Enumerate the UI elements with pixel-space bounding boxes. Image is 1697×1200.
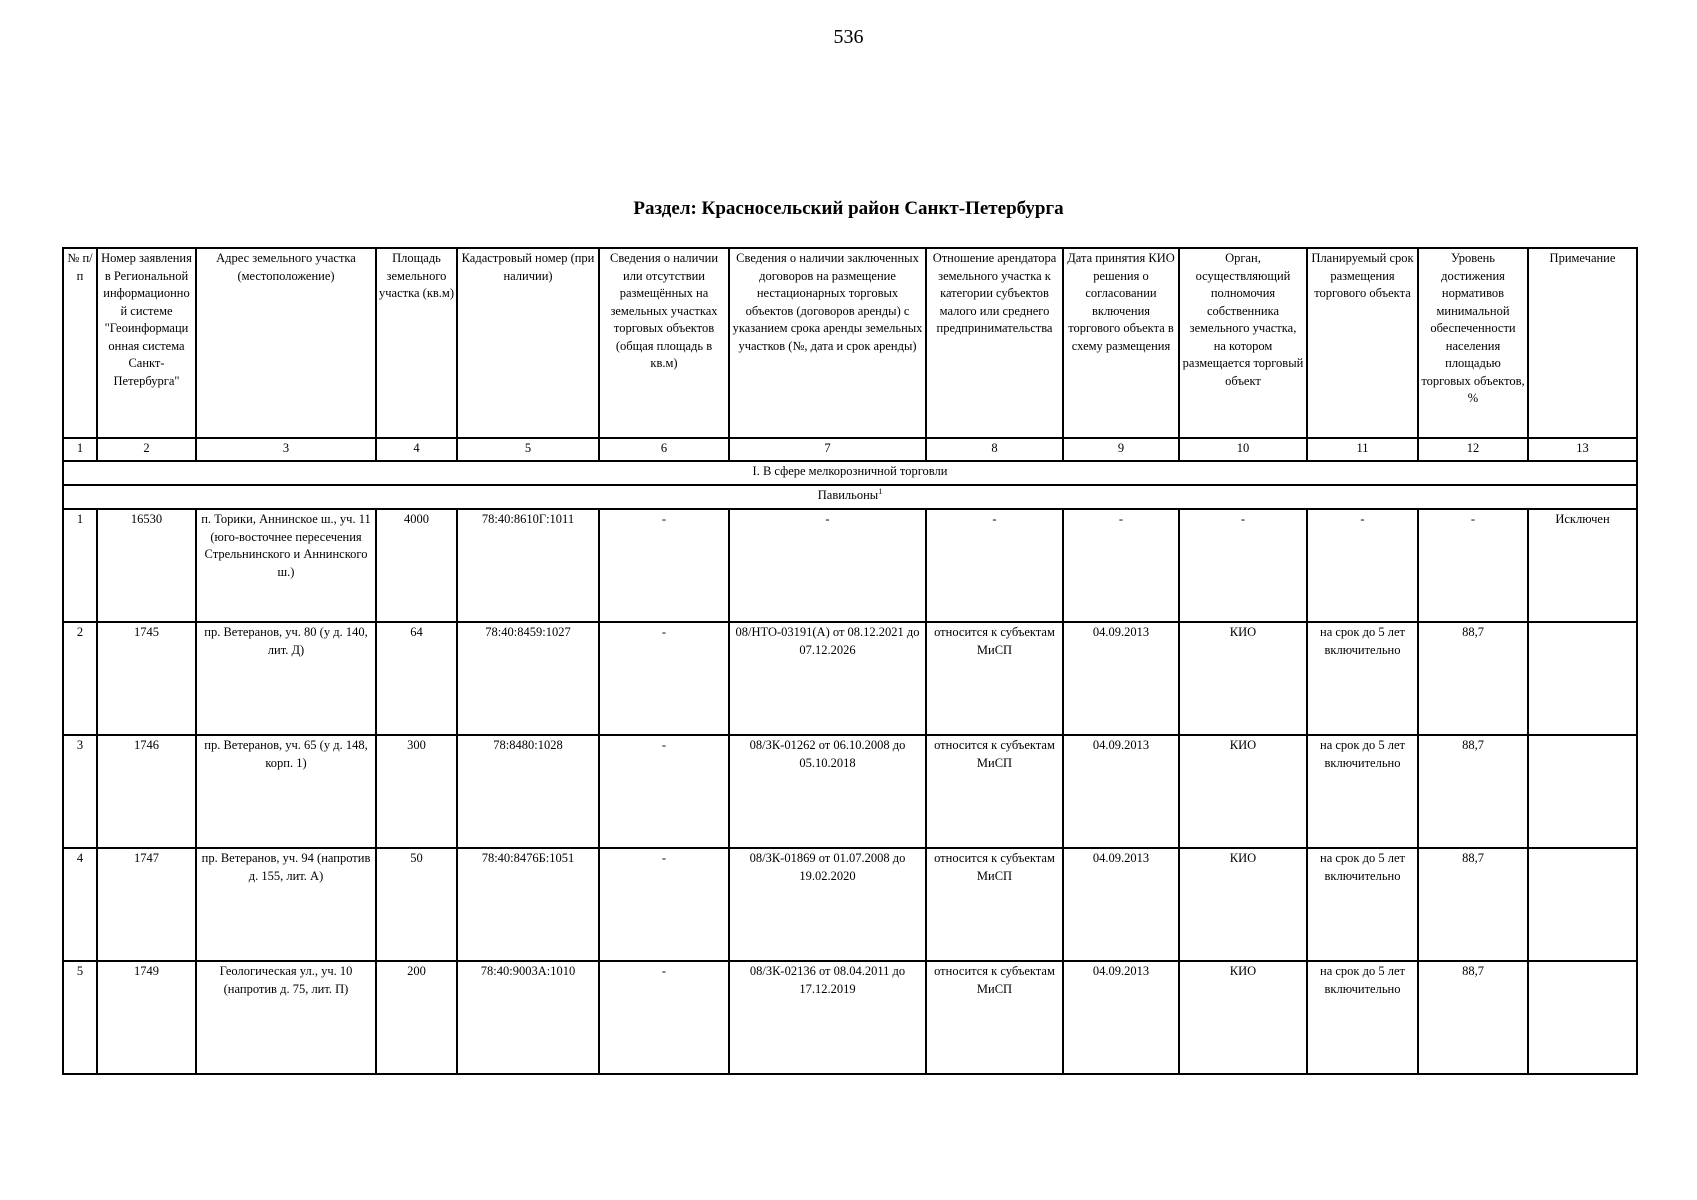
category-label: I. В сфере мелкорозничной торговли [63,461,1637,485]
table-cell: 04.09.2013 [1063,961,1179,1074]
column-number: 10 [1179,438,1307,461]
column-header: № п/п [63,248,97,438]
table-cell [1528,622,1637,735]
table-cell: на срок до 5 лет включительно [1307,961,1418,1074]
table-cell: 64 [376,622,457,735]
table-cell: - [599,622,729,735]
table-cell: 1749 [97,961,196,1074]
column-number: 5 [457,438,599,461]
column-header: Номер заявления в Региональной информационно й системе "Геоинформаци онная система Санкт-Петербурга" [97,248,196,438]
column-number: 6 [599,438,729,461]
table-cell: на срок до 5 лет включительно [1307,622,1418,735]
column-header: Адрес земельного участка (местоположение) [196,248,376,438]
page-number: 536 [833,26,864,48]
table-cell: - [1063,509,1179,622]
column-header: Отношение арендатора земельного участка к категории субъектов малого или среднего предпринимательства [926,248,1063,438]
table-cell [1528,961,1637,1074]
table-row [63,622,1637,735]
column-number: 12 [1418,438,1528,461]
column-number: 9 [1063,438,1179,461]
table-cell: 50 [376,848,457,961]
table-cell: 1 [63,509,97,622]
table-cell: 08/ЗК-02136 от 08.04.2011 до 17.12.2019 [729,961,926,1074]
column-number: 2 [97,438,196,461]
table-cell: пр. Ветеранов, уч. 94 (напротив д. 155, лит. А) [196,848,376,961]
table-cell: 3 [63,735,97,848]
table-cell: Исключен [1528,509,1637,622]
table-cell: 78:8480:1028 [457,735,599,848]
table-cell: 08/ЗК-01262 от 06.10.2008 до 05.10.2018 [729,735,926,848]
table-cell: 88,7 [1418,622,1528,735]
column-number: 1 [63,438,97,461]
table-row [63,848,1637,961]
table-cell: 78:40:8476Б:1051 [457,848,599,961]
table-body [63,461,1637,1074]
column-number: 4 [376,438,457,461]
table-cell: 4 [63,848,97,961]
column-header: Площадь земельного участка (кв.м) [376,248,457,438]
section-title: Раздел: Красносельский район Санкт-Петербурга [633,198,1064,219]
table-cell: 04.09.2013 [1063,848,1179,961]
table-cell: - [729,509,926,622]
table-cell: - [1418,509,1528,622]
column-number: 7 [729,438,926,461]
table-cell [1528,735,1637,848]
table-cell: относится к субъектам МиСП [926,622,1063,735]
category-row [63,461,1637,485]
table-cell: - [599,848,729,961]
table-cell: 88,7 [1418,961,1528,1074]
table-cell [1528,848,1637,961]
table-cell: 04.09.2013 [1063,735,1179,848]
column-header: Планируемый срок размещения торгового объекта [1307,248,1418,438]
table-cell: 200 [376,961,457,1074]
subcategory-label: Павильоны [817,488,879,502]
table-cell: КИО [1179,848,1307,961]
table-cell: 1745 [97,622,196,735]
column-header: Примечание [1528,248,1637,438]
table-cell: 300 [376,735,457,848]
column-header: Орган, осуществляющий полномочия собственника земельного участка, на котором размещается торговый объект [1179,248,1307,438]
table-cell: п. Торики, Аннинское ш., уч. 11 (юго-восточнее пересечения Стрельнинского и Аннинского ш.) [196,509,376,622]
table-cell: - [1307,509,1418,622]
table-cell: - [599,735,729,848]
table-cell: - [599,961,729,1074]
column-header: Уровень достижения нормативов минимальной обеспеченности населения площадью торговых объектов, % [1418,248,1528,438]
table-row [63,509,1637,622]
registry-table [62,247,1638,1075]
column-header: Сведения о наличии заключенных договоров на размещение нестационарных торговых объектов (договоров аренды) с указанием срока аренды земельных участков (№, дата и срок аренды) [729,248,926,438]
table-cell: относится к субъектам МиСП [926,848,1063,961]
table-cell: 16530 [97,509,196,622]
column-header: Дата принятия КИО решения о согласовании включения торгового объекта в схему размещения [1063,248,1179,438]
table-row [63,735,1637,848]
table-cell: на срок до 5 лет включительно [1307,848,1418,961]
column-header: Кадастровый номер (при наличии) [457,248,599,438]
table-cell: 04.09.2013 [1063,622,1179,735]
table-cell: - [926,509,1063,622]
column-number: 8 [926,438,1063,461]
table-cell: на срок до 5 лет включительно [1307,735,1418,848]
table-cell: КИО [1179,622,1307,735]
table-cell: относится к субъектам МиСП [926,961,1063,1074]
table-cell: КИО [1179,735,1307,848]
table-cell: 4000 [376,509,457,622]
table-cell: 88,7 [1418,735,1528,848]
table-cell: 2 [63,622,97,735]
table-cell: относится к субъектам МиСП [926,735,1063,848]
table-cell: Геологическая ул., уч. 10 (напротив д. 75, лит. П) [196,961,376,1074]
table-cell: - [1179,509,1307,622]
table-cell: 78:40:9003А:1010 [457,961,599,1074]
table-cell: 1746 [97,735,196,848]
column-number: 11 [1307,438,1418,461]
table-cell: 1747 [97,848,196,961]
table-row [63,961,1637,1074]
table-cell: КИО [1179,961,1307,1074]
table-cell: - [599,509,729,622]
column-header: Сведения о наличии или отсутствии размещённых на земельных участках торговых объектов (общая площадь в кв.м) [599,248,729,438]
column-number: 3 [196,438,376,461]
table-cell: 78:40:8459:1027 [457,622,599,735]
header-row [63,248,1637,438]
table-cell: пр. Ветеранов, уч. 65 (у д. 148, корп. 1) [196,735,376,848]
table-cell: 08/ЗК-01869 от 01.07.2008 до 19.02.2020 [729,848,926,961]
column-number: 13 [1528,438,1637,461]
table-cell: 78:40:8610Г:1011 [457,509,599,622]
table-cell: 5 [63,961,97,1074]
column-number-row [63,438,1637,461]
footnote-marker: 1 [878,486,883,496]
subcategory-row [63,485,1637,509]
table-cell: 88,7 [1418,848,1528,961]
subcategory-cell [63,485,1637,509]
table-cell: 08/НТО-03191(А) от 08.12.2021 до 07.12.2026 [729,622,926,735]
table-cell: пр. Ветеранов, уч. 80 (у д. 140, лит. Д) [196,622,376,735]
